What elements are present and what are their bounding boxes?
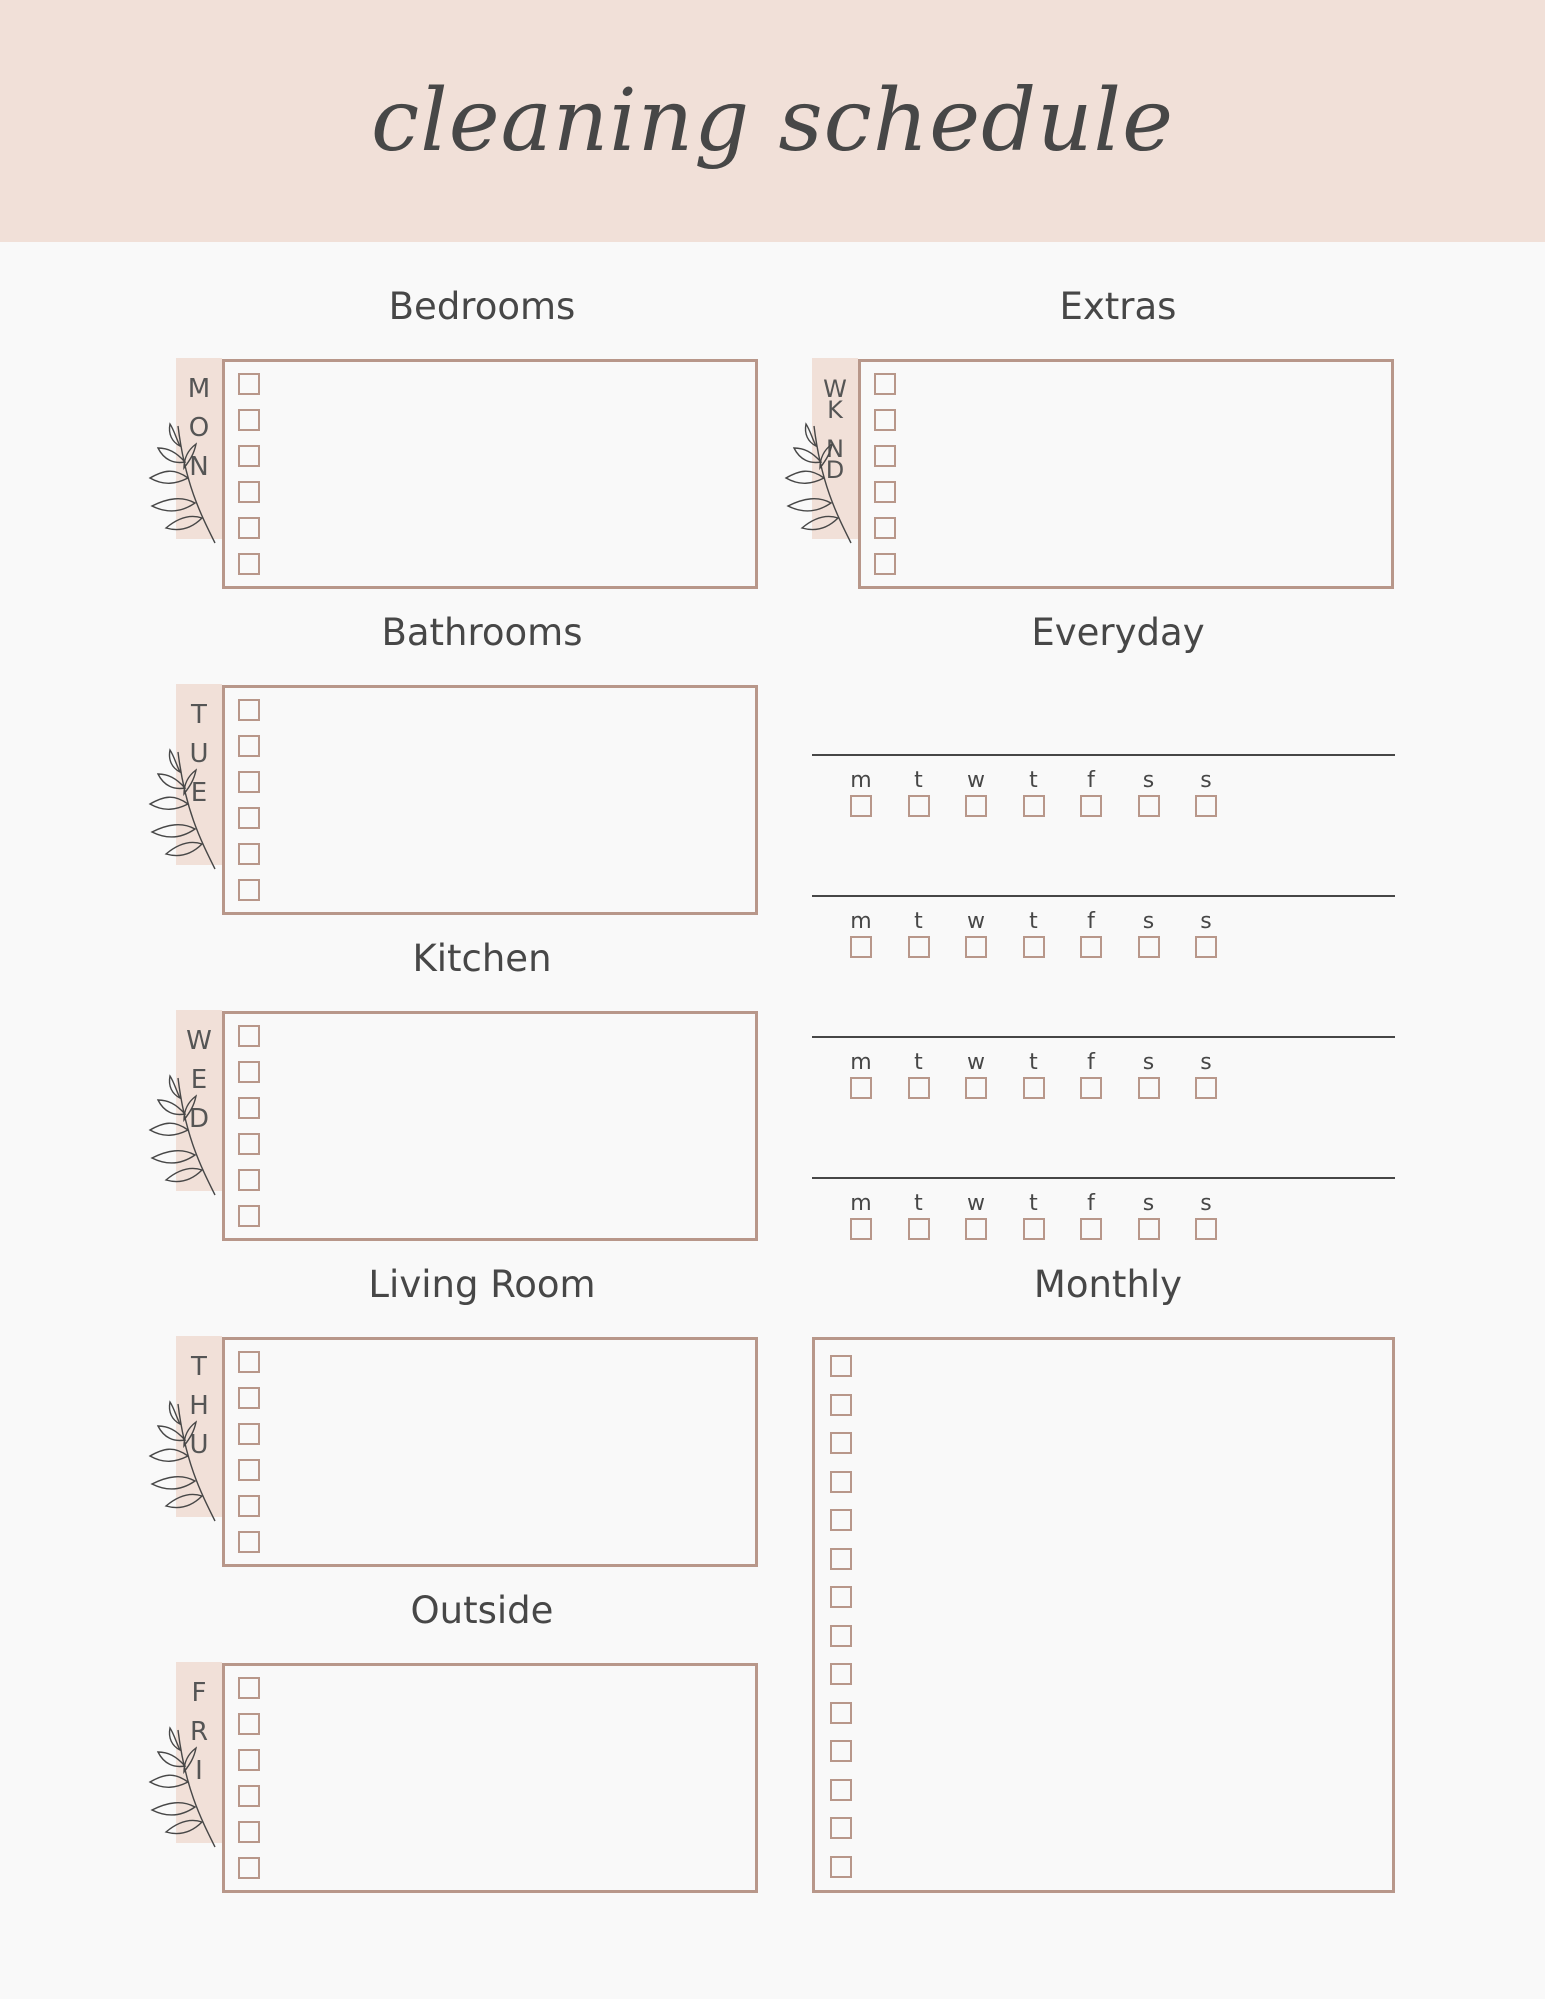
everyday-checkbox[interactable] bbox=[1023, 1218, 1045, 1240]
weekday-label: t bbox=[914, 768, 923, 793]
task-checkbox[interactable] bbox=[238, 1785, 260, 1807]
day-letter: T bbox=[191, 1352, 207, 1382]
task-checkbox[interactable] bbox=[238, 1061, 260, 1083]
monthly-checkbox[interactable] bbox=[830, 1432, 852, 1454]
day-letter: O bbox=[188, 413, 210, 443]
monthly-heading: Monthly bbox=[1033, 1263, 1183, 1306]
task-checkbox[interactable] bbox=[238, 1351, 260, 1373]
day-letter: N bbox=[826, 435, 844, 463]
day-letter: I bbox=[195, 1756, 203, 1786]
weekday-label: t bbox=[914, 909, 923, 934]
everyday-divider bbox=[812, 754, 1395, 756]
monthly-checkbox[interactable] bbox=[830, 1471, 852, 1493]
weekday-label: t bbox=[914, 1050, 923, 1075]
monthly-checkbox[interactable] bbox=[830, 1548, 852, 1570]
task-checkbox[interactable] bbox=[238, 1097, 260, 1119]
leaf-sprig-icon bbox=[140, 1396, 220, 1526]
everyday-checkbox[interactable] bbox=[1195, 1077, 1217, 1099]
task-checkbox[interactable] bbox=[874, 553, 896, 575]
everyday-heading: Everyday bbox=[1031, 611, 1205, 654]
weekday-label: t bbox=[914, 1191, 923, 1216]
task-checkbox[interactable] bbox=[238, 553, 260, 575]
everyday-checkbox[interactable] bbox=[965, 936, 987, 958]
task-checkbox[interactable] bbox=[238, 1495, 260, 1517]
task-checkbox[interactable] bbox=[238, 1749, 260, 1771]
day-letter: M bbox=[187, 374, 211, 404]
weekday-label: s bbox=[1142, 768, 1155, 793]
task-checkbox[interactable] bbox=[238, 1677, 260, 1699]
task-checkbox[interactable] bbox=[238, 771, 260, 793]
day-letter: U bbox=[189, 739, 209, 769]
monthly-box bbox=[812, 1337, 1395, 1893]
monthly-checkbox[interactable] bbox=[830, 1625, 852, 1647]
leaf-sprig-icon bbox=[776, 418, 856, 548]
day-letter: W bbox=[823, 375, 847, 403]
leaf-sprig-icon bbox=[140, 418, 220, 548]
weekday-label: t bbox=[1029, 1050, 1038, 1075]
everyday-checkbox[interactable] bbox=[965, 795, 987, 817]
monthly-checkbox[interactable] bbox=[830, 1702, 852, 1724]
day-letter: F bbox=[191, 1678, 207, 1708]
living-room-box bbox=[222, 1337, 758, 1567]
everyday-checkbox[interactable] bbox=[908, 1218, 930, 1240]
everyday-checkbox[interactable] bbox=[1195, 1218, 1217, 1240]
day-letter: W bbox=[186, 1026, 212, 1056]
monthly-checkbox[interactable] bbox=[830, 1355, 852, 1377]
leaf-sprig-icon bbox=[140, 1722, 220, 1852]
weekday-label: t bbox=[1029, 768, 1038, 793]
everyday-checkbox[interactable] bbox=[1023, 936, 1045, 958]
day-letter: E bbox=[190, 778, 208, 808]
everyday-checkbox[interactable] bbox=[1195, 936, 1217, 958]
monthly-checkbox[interactable] bbox=[830, 1586, 852, 1608]
day-letter: K bbox=[827, 396, 843, 424]
everyday-checkbox[interactable] bbox=[908, 795, 930, 817]
weekday-label: s bbox=[1142, 1050, 1155, 1075]
task-checkbox[interactable] bbox=[238, 1025, 260, 1047]
task-checkbox[interactable] bbox=[238, 481, 260, 503]
everyday-checkbox[interactable] bbox=[1080, 1077, 1102, 1099]
weekday-label: f bbox=[1087, 909, 1095, 934]
everyday-checkbox[interactable] bbox=[1023, 1077, 1045, 1099]
weekday-label: m bbox=[850, 909, 872, 934]
task-checkbox[interactable] bbox=[238, 807, 260, 829]
task-checkbox[interactable] bbox=[238, 1133, 260, 1155]
everyday-checkbox[interactable] bbox=[908, 1077, 930, 1099]
task-checkbox[interactable] bbox=[238, 843, 260, 865]
weekday-label: t bbox=[1029, 1191, 1038, 1216]
task-checkbox[interactable] bbox=[238, 445, 260, 467]
extras-box bbox=[858, 359, 1394, 589]
everyday-checkbox[interactable] bbox=[908, 936, 930, 958]
task-checkbox[interactable] bbox=[874, 373, 896, 395]
task-checkbox[interactable] bbox=[238, 1459, 260, 1481]
everyday-checkbox[interactable] bbox=[965, 1077, 987, 1099]
weekday-label: w bbox=[967, 1191, 985, 1216]
weekday-label: m bbox=[850, 1050, 872, 1075]
outside-box bbox=[222, 1663, 758, 1893]
weekday-label: s bbox=[1142, 909, 1155, 934]
kitchen-box bbox=[222, 1011, 758, 1241]
task-checkbox[interactable] bbox=[874, 409, 896, 431]
leaf-sprig-icon bbox=[140, 1070, 220, 1200]
monthly-checkbox[interactable] bbox=[830, 1740, 852, 1762]
task-checkbox[interactable] bbox=[874, 445, 896, 467]
kitchen-heading: Kitchen bbox=[412, 937, 552, 980]
weekday-label: s bbox=[1200, 768, 1212, 793]
bathrooms-box bbox=[222, 685, 758, 915]
monthly-checkbox[interactable] bbox=[830, 1817, 852, 1839]
weekday-label: w bbox=[967, 1050, 985, 1075]
task-checkbox[interactable] bbox=[238, 699, 260, 721]
everyday-checkbox[interactable] bbox=[850, 1218, 872, 1240]
leaf-sprig-icon bbox=[140, 744, 220, 874]
monthly-checkbox[interactable] bbox=[830, 1509, 852, 1531]
everyday-checkbox[interactable] bbox=[1080, 1218, 1102, 1240]
weekday-label: m bbox=[850, 768, 872, 793]
everyday-checkbox[interactable] bbox=[1080, 795, 1102, 817]
weekday-label: s bbox=[1142, 1191, 1155, 1216]
everyday-divider bbox=[812, 1177, 1395, 1179]
weekday-label: w bbox=[967, 768, 985, 793]
task-checkbox[interactable] bbox=[238, 735, 260, 757]
bedrooms-box bbox=[222, 359, 758, 589]
everyday-checkbox[interactable] bbox=[1023, 795, 1045, 817]
day-letter: E bbox=[190, 1065, 208, 1095]
everyday-divider bbox=[812, 1036, 1395, 1038]
weekday-label: s bbox=[1200, 909, 1212, 934]
task-checkbox[interactable] bbox=[238, 517, 260, 539]
task-checkbox[interactable] bbox=[238, 1857, 260, 1879]
day-letter: H bbox=[189, 1391, 209, 1421]
day-letter: R bbox=[189, 1717, 209, 1747]
monthly-checkbox[interactable] bbox=[830, 1856, 852, 1878]
bedrooms-heading: Bedrooms bbox=[388, 285, 576, 328]
everyday-checkbox[interactable] bbox=[850, 936, 872, 958]
task-checkbox[interactable] bbox=[238, 1205, 260, 1227]
weekday-label: m bbox=[850, 1191, 872, 1216]
task-checkbox[interactable] bbox=[238, 1531, 260, 1553]
monthly-checkbox[interactable] bbox=[830, 1779, 852, 1801]
task-checkbox[interactable] bbox=[874, 517, 896, 539]
everyday-divider bbox=[812, 895, 1395, 897]
day-letter: D bbox=[188, 1104, 210, 1134]
weekday-label: s bbox=[1200, 1050, 1212, 1075]
weekday-label: w bbox=[967, 909, 985, 934]
everyday-checkbox[interactable] bbox=[850, 795, 872, 817]
bathrooms-heading: Bathrooms bbox=[381, 611, 583, 654]
day-letter: D bbox=[825, 456, 845, 484]
task-checkbox[interactable] bbox=[238, 1423, 260, 1445]
outside-heading: Outside bbox=[410, 1589, 554, 1632]
day-letter: N bbox=[189, 452, 209, 482]
living-room-heading: Living Room bbox=[368, 1263, 596, 1306]
task-checkbox[interactable] bbox=[238, 373, 260, 395]
task-checkbox[interactable] bbox=[238, 879, 260, 901]
task-checkbox[interactable] bbox=[238, 1713, 260, 1735]
weekday-label: f bbox=[1087, 768, 1095, 793]
weekday-label: f bbox=[1087, 1050, 1095, 1075]
day-letter: T bbox=[191, 700, 207, 730]
weekday-label: t bbox=[1029, 909, 1038, 934]
weekday-label: f bbox=[1087, 1191, 1095, 1216]
everyday-checkbox[interactable] bbox=[1138, 1218, 1160, 1240]
everyday-checkbox[interactable] bbox=[1080, 936, 1102, 958]
everyday-checkbox[interactable] bbox=[1138, 1077, 1160, 1099]
weekday-label: s bbox=[1200, 1191, 1212, 1216]
task-checkbox[interactable] bbox=[238, 1821, 260, 1843]
task-checkbox[interactable] bbox=[874, 481, 896, 503]
task-checkbox[interactable] bbox=[238, 1387, 260, 1409]
monthly-checkbox[interactable] bbox=[830, 1663, 852, 1685]
everyday-checkbox[interactable] bbox=[850, 1077, 872, 1099]
extras-heading: Extras bbox=[1059, 285, 1177, 328]
everyday-checkbox[interactable] bbox=[1138, 936, 1160, 958]
everyday-checkbox[interactable] bbox=[1138, 795, 1160, 817]
task-checkbox[interactable] bbox=[238, 409, 260, 431]
day-letter: U bbox=[189, 1430, 209, 1460]
everyday-checkbox[interactable] bbox=[1195, 795, 1217, 817]
everyday-checkbox[interactable] bbox=[965, 1218, 987, 1240]
page-title: cleaning schedule bbox=[371, 71, 1174, 171]
task-checkbox[interactable] bbox=[238, 1169, 260, 1191]
monthly-checkbox[interactable] bbox=[830, 1394, 852, 1416]
